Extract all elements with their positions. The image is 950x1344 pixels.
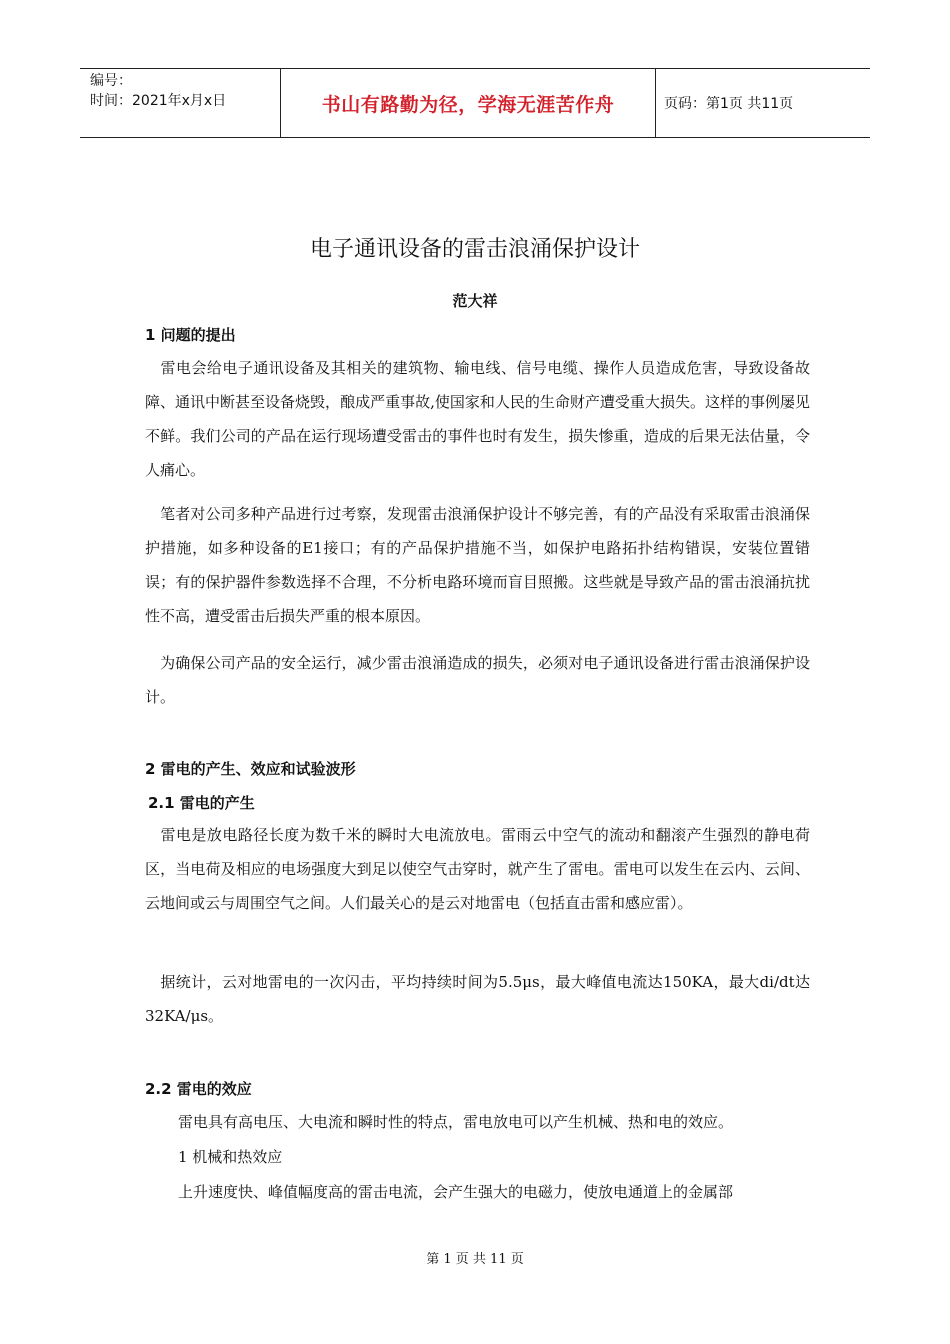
time-label: 时间：2021年x月x日	[90, 93, 227, 109]
section-2-2-paragraph-1: 雷电具有高电压、大电流和瞬时性的特点，雷电放电可以产生机械、热和电的效应。	[178, 1113, 734, 1131]
section-2-2-item-1: 1 机械和热效应	[178, 1148, 283, 1166]
section-2-2-paragraph-2: 上升速度快、峰值幅度高的雷击电流，会产生强大的电磁力，使放电通道上的金属部	[178, 1183, 734, 1201]
section-1-paragraph-1: 雷电会给电子通讯设备及其相关的建筑物、输电线、信号电缆、操作人员造成危害，导致设备故障、通讯中断甚至设备烧毁，酿成严重事故,使国家和人民的生命财产遭受重大损失。这样的事例屡见不鲜。我们公司的产品在运行现场遭受雷击的事件也时有发生，损失惨重，造成的后果无法估量，令人痛心。	[145, 359, 810, 479]
section-1-paragraph-3: 为确保公司产品的安全运行，减少雷击浪涌造成的损失，必须对电子通讯设备进行雷击浪涌保护设计。	[145, 654, 810, 706]
header-table	[80, 68, 870, 138]
page-footer: 第 1 页 共 11 页	[426, 1252, 524, 1267]
section-1-paragraph-2: 笔者对公司多种产品进行过考察，发现雷击浪涌保护设计不够完善，有的产品没有采取雷击浪涌保护措施，如多种设备的E1接口；有的产品保护措施不当，如保护电路拓扑结构错误，安装位置错误；有的保护器件参数选择不合理，不分析电路环境而盲目照搬。这些就是导致产品的雷击浪涌抗扰性不高，遭受雷击后损失严重的根本原因。	[145, 505, 810, 625]
header-motto: 书山有路勤为径，学海无涯苦作舟	[321, 93, 615, 116]
section-1-heading: 1 问题的提出	[145, 326, 236, 344]
section-2-1-heading: 2.1 雷电的产生	[148, 794, 255, 812]
document-title: 电子通讯设备的雷击浪涌保护设计	[309, 237, 640, 262]
number-label: 编号：	[90, 73, 132, 89]
header-motto-cell	[280, 69, 656, 137]
section-2-2-heading: 2.2 雷电的效应	[145, 1080, 252, 1098]
header-page-info: 页码：第1页 共11页	[664, 96, 794, 112]
section-2-1-paragraph-1: 雷电是放电路径长度为数千米的瞬时大电流放电。雷雨云中空气的流动和翻滚产生强烈的静电荷区，当电荷及相应的电场强度大到足以使空气击穿时，就产生了雷电。雷电可以发生在云内、云间、云地间或云与周围空气之间。人们最关心的是云对地雷电（包括直击雷和感应雷）。	[145, 826, 810, 912]
document-author: 范大祥	[452, 292, 498, 310]
section-2-heading: 2 雷电的产生、效应和试验波形	[145, 760, 356, 778]
section-2-1-paragraph-2: 据统计，云对地雷电的一次闪击，平均持续时间为5.5μs，最大峰值电流达150KA，最大di/dt达32KA/μs。	[145, 973, 810, 1025]
header-meta	[80, 69, 280, 137]
